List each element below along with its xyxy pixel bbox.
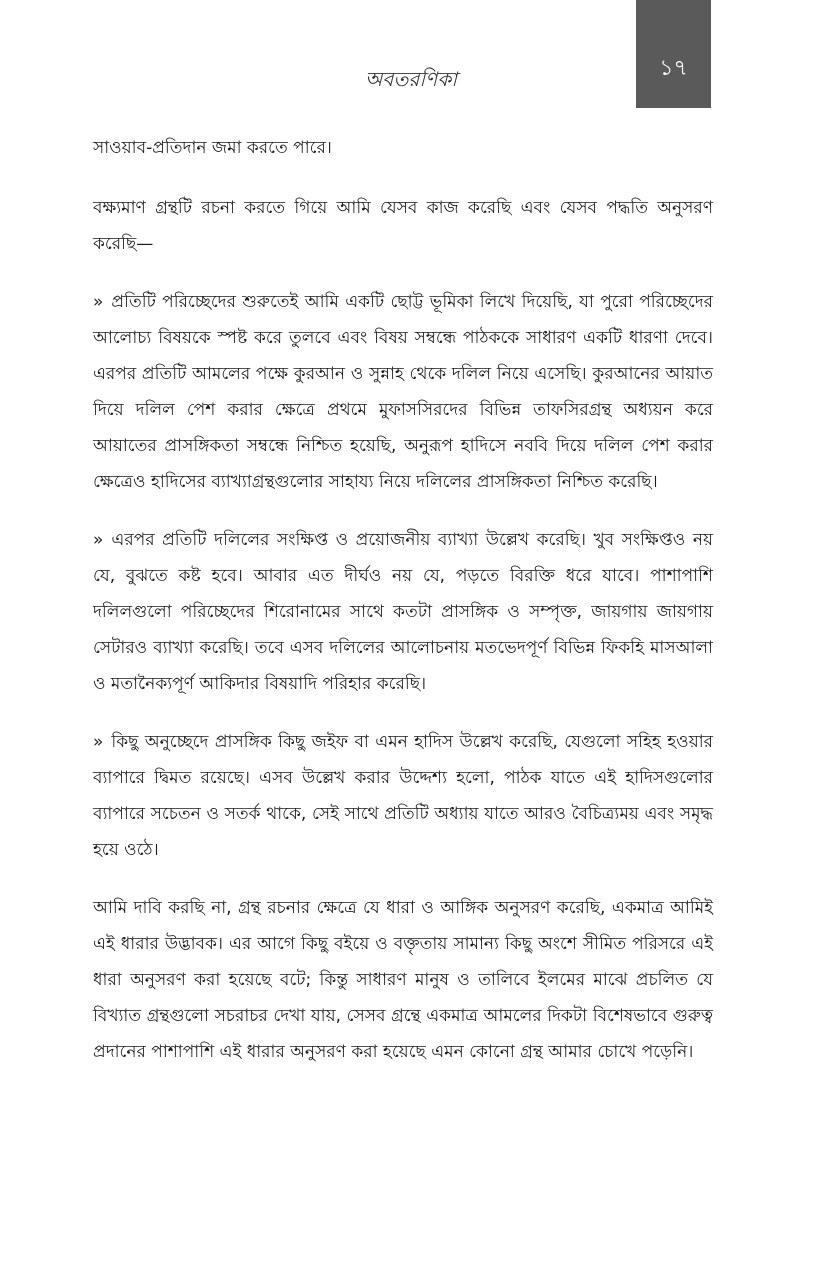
page-number: ১৭ bbox=[659, 56, 688, 81]
bullet-marker: » bbox=[93, 732, 104, 752]
bullet-marker: » bbox=[93, 530, 104, 550]
page-number-tab bbox=[636, 0, 711, 108]
bullet-paragraph-text: প্রতিটি পরিচ্ছেদের শুরুতেই আমি একটি ছোট্ট ভূমিকা লিখে দিয়েছি, যা পুরো পরিচ্ছেদের আলোচ্য বিষয়কে স্পষ্ট করে তুলবে এবং বিষয় সম্বন্ধে পাঠককে সাধারণ একটি ধারণা দেবে। এরপর প্রতিটি আমলের পক্ষে কুরআন ও সুন্নাহ থেকে দলিল নিয়ে এসেছি। কুরআনের আয়াত দিয়ে দলিল পেশ করার ক্ষেত্রে প্রথমে মুফাসসিরদের বিভিন্ন তাফসিরগ্রন্থ অধ্যয়ন করে আয়াতের প্রাসঙ্গিকতা সম্বন্ধে নিশ্চিত হয়েছি, অনুরূপ হাদিসে নববি দিয়ে দলিল পেশ করার ক্ষেত্রেও হাদিসের ব্যাখ্যাগ্রন্থগুলোর সাহায্য নিয়ে দলিলের প্রাসঙ্গিকতা নিশ্চিত করেছি। bbox=[93, 292, 713, 492]
paragraph-continuation: সাওয়াব-প্রতিদান জমা করতে পারে। bbox=[93, 138, 332, 158]
bullet-paragraph bbox=[93, 724, 713, 868]
bullet-paragraph bbox=[93, 284, 713, 500]
bullet-paragraph-text: কিছু অনুচ্ছেদে প্রাসঙ্গিক কিছু জইফ বা এমন হাদিস উল্লেখ করেছি, যেগুলো সহিহ হওয়ার ব্যাপারে দ্বিমত রয়েছে। এসব উল্লেখ করার উদ্দেশ্য হলো, পাঠক যাতে এই হাদিসগুলোর ব্যাপারে সচেতন ও সতর্ক থাকে, সেই সাথে প্রতিটি অধ্যায় যাতে আরও বৈচিত্র্যময় এবং সমৃদ্ধ হয়ে ওঠে। bbox=[93, 732, 713, 860]
bullet-paragraph-text: এরপর প্রতিটি দলিলের সংক্ষিপ্ত ও প্রয়োজনীয় ব্যাখ্যা উল্লেখ করেছি। খুব সংক্ষিপ্তও নয় যে, বুঝতে কষ্ট হবে। আবার এত দীর্ঘও নয় যে, পড়তে বিরক্তি ধরে যাবে। পাশাপাশি দলিলগুলো পরিচ্ছেদের শিরোনামের সাথে কতটা প্রাসঙ্গিক ও সম্পৃক্ত, জায়গায় জায়গায় সেটারও ব্যাখ্যা করেছি। তবে এসব দলিলের আলোচনায় মতভেদপূর্ণ বিভিন্ন ফিকহি মাসআলা ও মতানৈক্যপূর্ণ আকিদার বিষয়াদি পরিহার করেছি। bbox=[93, 530, 713, 694]
bullet-marker: » bbox=[93, 292, 104, 312]
paragraph-closing: আমি দাবি করছি না, গ্রন্থ রচনার ক্ষেত্রে যে ধারা ও আঙ্গিক অনুসরণ করেছি, একমাত্র আমিই এই ধারার উদ্ভাবক। এর আগে কিছু বইয়ে ও বক্তৃতায় সামান্য কিছু অংশে সীমিত পরিসরে এই ধারা অনুসরণ করা হয়েছে বটে; কিন্তু সাধারণ মানুষ ও তালিবে ইলমের মাঝে প্রচলিত যে বিখ্যাত গ্রন্থগুলো সচরাচর দেখা যায়, সেসব গ্রন্থে একমাত্র আমলের দিকটা বিশেষভাবে গুরুত্ব প্রদানের পাশাপাশি এই ধারার অনুসরণ করা হয়েছে এমন কোনো গ্রন্থ আমার চোখে পড়েনি। bbox=[93, 898, 713, 1062]
page-body bbox=[93, 130, 713, 1092]
paragraph-intro: বক্ষ্যমাণ গ্রন্থটি রচনা করতে গিয়ে আমি যেসব কাজ করেছি এবং যেসব পদ্ধতি অনুসরণ করেছি— bbox=[93, 198, 713, 254]
bullet-paragraph bbox=[93, 522, 713, 702]
running-title: অবতরণিকা bbox=[364, 67, 458, 91]
